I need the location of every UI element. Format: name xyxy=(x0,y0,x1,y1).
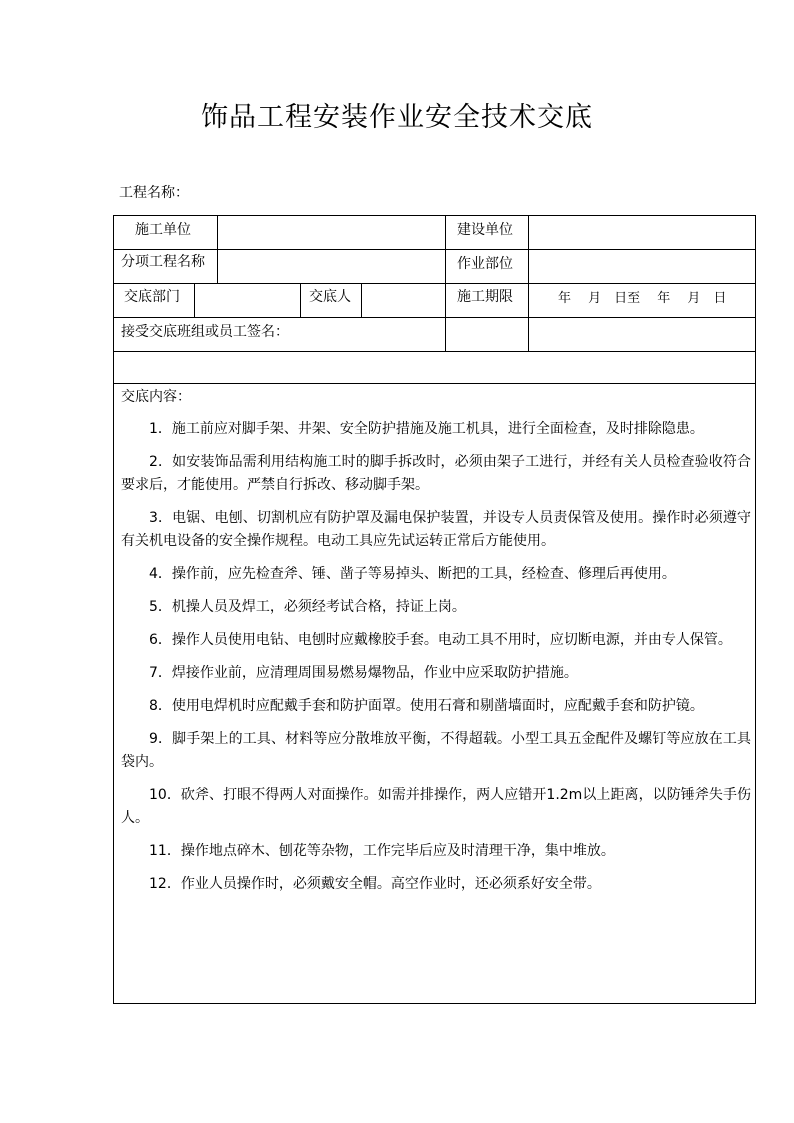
project-name-label: 工程名称： xyxy=(119,185,189,201)
content-item: 12．作业人员操作时，必须戴安全帽。高空作业时，还必须系好安全带。 xyxy=(149,876,601,892)
row-divider xyxy=(114,283,755,284)
column-divider xyxy=(528,216,529,352)
column-divider xyxy=(361,283,362,318)
row-divider xyxy=(114,317,755,318)
column-divider xyxy=(300,283,301,318)
content-label: 交底内容： xyxy=(121,389,191,405)
row-divider xyxy=(114,383,755,384)
column-divider xyxy=(194,283,195,318)
signature-label: 接受交底班组或员工签名： xyxy=(121,324,289,340)
content-item: 10．砍斧、打眼不得两人对面操作。如需并排操作，两人应错开1.2m以上距离，以防锤斧失手伤人。 xyxy=(121,787,751,826)
sub-project-label: 分项工程名称 xyxy=(121,254,205,270)
column-divider xyxy=(217,216,218,284)
content-item: 5．机操人员及焊工，必须经考试合格，持证上岗。 xyxy=(149,599,466,615)
content-item: 6．操作人员使用电钻、电刨时应戴橡胶手套。电动工具不用时，应切断电源，并由专人保管。 xyxy=(149,632,732,648)
period-value: 年 月 日至 年 月 日 xyxy=(558,291,727,306)
row-divider xyxy=(114,249,755,250)
briefer-label: 交底人 xyxy=(309,289,351,305)
construction-unit-label: 施工单位 xyxy=(135,222,191,238)
content-item: 11．操作地点碎木、刨花等杂物，工作完毕后应及时清理干净，集中堆放。 xyxy=(149,843,615,859)
content-item: 3．电锯、电刨、切割机应有防护罩及漏电保护装置，并设专人员责保管及使用。操作时必须遵守有关机电设备的安全操作规程。电动工具应先试运转正常后方能使用。 xyxy=(121,510,751,549)
column-divider xyxy=(445,216,446,352)
document-title: 饰品工程安装作业安全技术交底 xyxy=(201,102,593,133)
content-item: 2．如安装饰品需利用结构施工时的脚手拆改时，必须由架子工进行，并经有关人员检查验收符合要求后，才能使用。严禁自行拆改、移动脚手架。 xyxy=(121,454,751,493)
content-item: 9．脚手架上的工具、材料等应分散堆放平衡，不得超载。小型工具五金配件及螺钉等应放在工具袋内。 xyxy=(121,731,751,770)
content-item: 1．施工前应对脚手架、井架、安全防护措施及施工机具，进行全面检查，及时排除隐患。 xyxy=(149,421,704,437)
briefing-form xyxy=(113,215,756,1004)
row-divider xyxy=(114,351,755,352)
content-item: 4．操作前，应先检查斧、锤、凿子等易掉头、断把的工具，经检查、修理后再使用。 xyxy=(149,566,676,582)
owner-unit-label: 建设单位 xyxy=(457,222,513,238)
content-items xyxy=(121,418,751,906)
content-item: 8．使用电焊机时应配戴手套和防护面罩。使用石膏和剔凿墙面时，应配戴手套和防护镜。 xyxy=(149,698,704,714)
period-label: 施工期限 xyxy=(457,289,513,305)
briefing-dept-label: 交底部门 xyxy=(124,289,180,305)
work-location-label: 作业部位 xyxy=(457,256,513,272)
content-item: 7．焊接作业前，应清理周围易燃易爆物品，作业中应采取防护措施。 xyxy=(149,665,578,681)
